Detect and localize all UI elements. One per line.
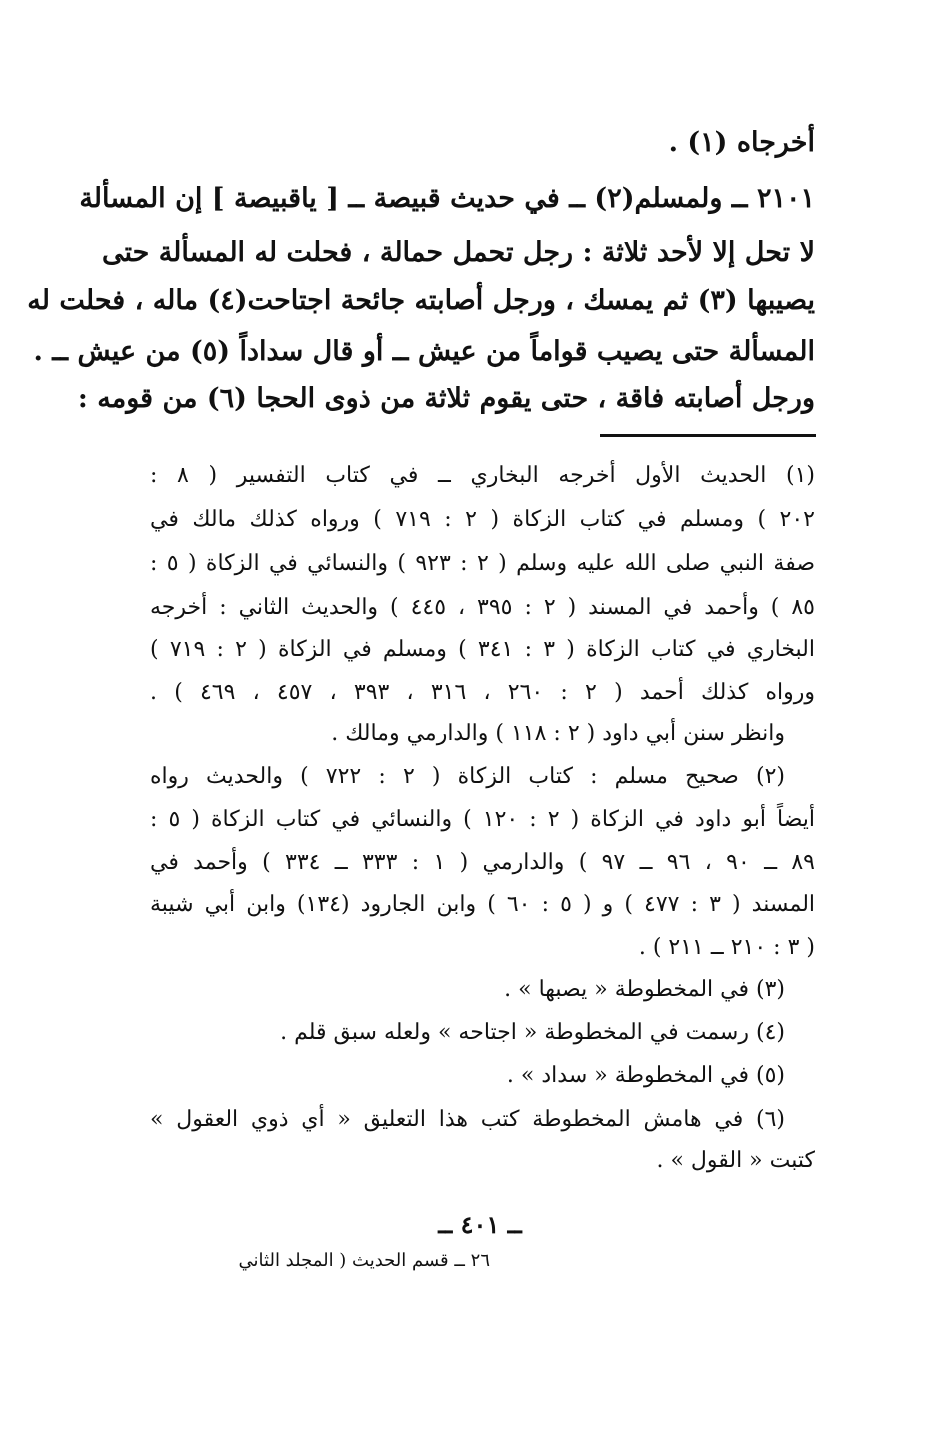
- footnote-line: ورواه كذلك أحمد ( ٢ : ٢٦٠ ، ٣١٦ ، ٣٩٣ ، ٤٥٧ ، ٤٦٩ ) .: [150, 680, 815, 705]
- footnote-line: كتبت « القول » .: [656, 1148, 815, 1173]
- footnote-line: وانظر سنن أبي داود ( ٢ : ١١٨ ) والدارمي ومالك .: [331, 721, 785, 746]
- footnote-line: صفة النبي صلى الله عليه وسلم ( ٢ : ٩٢٣ ) والنسائي في الزكاة ( ٥ :: [150, 551, 815, 576]
- footnote-line: ٨٩ ــ ٩٠ ، ٩٦ ــ ٩٧ ) والدارمي ( ١ : ٣٣٣ ــ ٣٣٤ ) وأحمد في: [150, 850, 815, 875]
- main-line: لا تحل إلا لأحد ثلاثة : رجل تحمل حمالة ، فحلت له المسألة حتى: [101, 237, 815, 268]
- page-number: ــ ٤٠١ ــ: [438, 1210, 522, 1239]
- signature-line: ٢٦ ــ قسم الحديث ( المجلد الثاني: [238, 1250, 490, 1271]
- footnote-line: (١) الحديث الأول أخرجه البخاري ــ في كتاب التفسير ( ٨ :: [150, 463, 816, 488]
- footnote-separator: [600, 434, 816, 437]
- main-line: ورجل أصابته فاقة ، حتى يقوم ثلاثة من ذوى الحجا (٦) من قومه :: [77, 383, 815, 414]
- footnote-line: أيضاً أبو داود في الزكاة ( ٢ : ١٢٠ ) والنسائي في كتاب الزكاة ( ٥ :: [150, 807, 816, 832]
- main-line: ٢١٠١ ــ ولمسلم(٢) ــ في حديث قبيصة ــ [ ياقبيصة ] إن المسألة: [79, 183, 815, 214]
- footnote-line: (٣) في المخطوطة « يصبها » .: [504, 977, 785, 1002]
- footnote-line: (٤) رسمت في المخطوطة « اجتاحه » ولعله سبق قلم .: [280, 1020, 785, 1045]
- footnote-line: (٥) في المخطوطة « سداد » .: [506, 1063, 785, 1088]
- footnote-line: البخاري في كتاب الزكاة ( ٣ : ٣٤١ ) ومسلم في الزكاة ( ٢ : ٧١٩ ): [150, 637, 815, 662]
- footnote-line: ٨٥ ) وأحمد في المسند ( ٢ : ٣٩٥ ، ٤٤٥ ) والحديث الثاني : أخرجه: [150, 595, 815, 620]
- footnote-line: ٢٠٢ ) ومسلم في كتاب الزكاة ( ٢ : ٧١٩ ) ورواه كذلك مالك في: [150, 507, 815, 532]
- main-line: أخرجاه (١) .: [668, 127, 815, 158]
- footnote-line: (٦) في هامش المخطوطة كتب هذا التعليق « أي ذوي العقول »: [150, 1107, 785, 1132]
- main-line: يصيبها (٣) ثم يمسك ، ورجل أصابته جائحة اجتاحت(٤) ماله ، فحلت له: [27, 285, 815, 316]
- footnote-line: ( ٣ : ٢١٠ ــ ٢١١ ) .: [638, 935, 815, 960]
- footnote-line: (٢) صحيح مسلم : كتاب الزكاة ( ٢ : ٧٢٢ ) والحديث رواه: [150, 764, 785, 789]
- main-line: المسألة حتى يصيب قواماً من عيش ــ أو قال سداداً (٥) من عيش ــ .: [33, 336, 815, 367]
- footnote-line: المسند ( ٣ : ٤٧٧ ) و ( ٥ : ٦٠ ) وابن الجارود (١٣٤) وابن أبي شيبة: [150, 892, 816, 917]
